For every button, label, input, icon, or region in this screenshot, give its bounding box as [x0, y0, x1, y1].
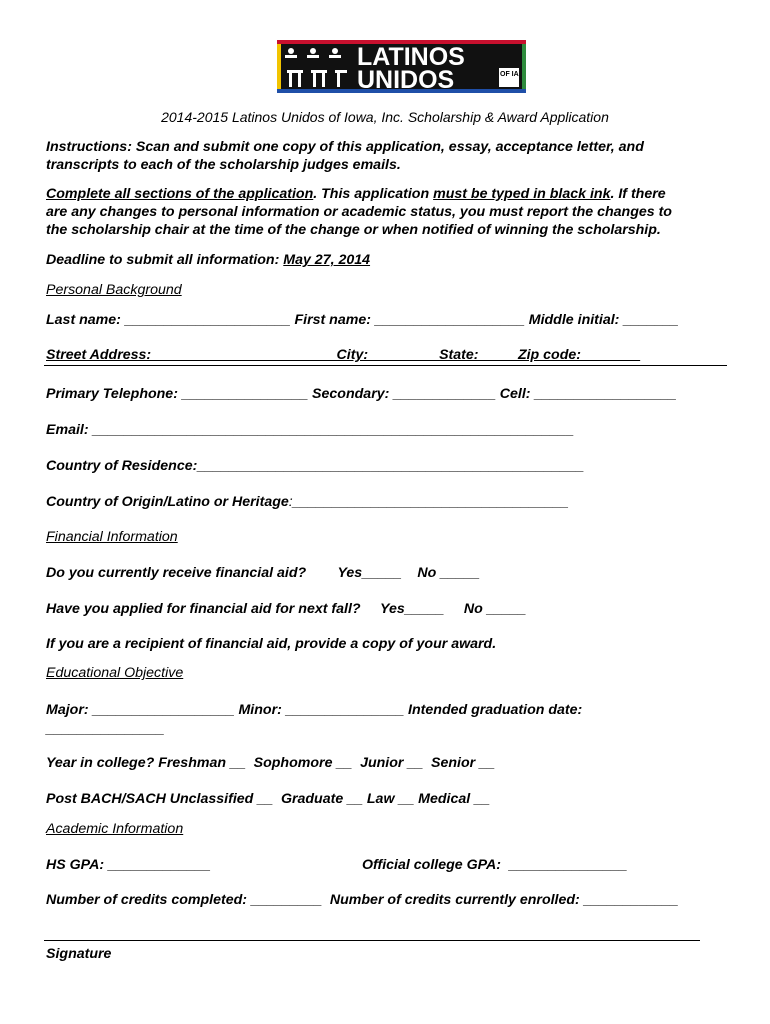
origin-blank[interactable]: :___________________________________ — [288, 494, 569, 510]
major-line-cont[interactable]: _______________ — [46, 721, 165, 737]
major-line[interactable]: Major: __________________ Minor: _______________ Intended graduation date: — [46, 702, 583, 718]
deadline-label: Deadline to submit all information: — [46, 252, 284, 268]
deadline — [46, 252, 370, 269]
signature-line[interactable] — [44, 940, 700, 941]
street-line[interactable]: Street Address: _______________________City: ________ State: ____ Zip code: _______ — [46, 347, 641, 363]
phone-line[interactable]: Primary Telephone: ________________ Secondary: _____________ Cell: __________________ — [46, 386, 677, 402]
latinos-unidos-logo — [277, 40, 526, 93]
signature-label: Signature — [46, 946, 112, 962]
complete-line2: are any changes to personal information or academic status, you must report the changes to — [46, 204, 672, 220]
residence-line[interactable]: Country of Residence:_________________________________________________ — [46, 458, 584, 474]
name-line[interactable]: Last name: _____________________ First name: ___________________ Middle initial: _______ — [46, 312, 679, 328]
hs-gpa[interactable]: HS GPA: _____________ — [46, 857, 211, 873]
complete-text: . This application — [313, 186, 434, 202]
instructions-line2: transcripts to each of the scholarship judges emails. — [46, 157, 401, 173]
credits-line[interactable]: Number of credits completed: _________ Number of credits currently enrolled: ____________ — [46, 892, 679, 908]
complete-line1 — [46, 186, 666, 203]
instructions-line1: Instructions: Scan and submit one copy of this application, essay, acceptance letter, and — [46, 139, 644, 155]
complete-line3: the scholarship chair at the time of the change or when notified of winning the scholarship. — [46, 222, 661, 238]
complete-all-sections: Complete all sections of the application — [46, 186, 314, 202]
educational-heading: Educational Objective — [46, 665, 184, 681]
financial-q2[interactable]: Have you applied for financial aid for next fall? Yes_____ No _____ — [46, 601, 527, 617]
post-line[interactable]: Post BACH/SACH Unclassified __ Graduate __ Law __ Medical __ — [46, 791, 490, 807]
year-line[interactable]: Year in college? Freshman __ Sophomore __ Junior __ Senior __ — [46, 755, 495, 771]
origin-label: Country of Origin/Latino or Heritage — [46, 494, 289, 510]
logo-small: OF IA — [500, 71, 519, 78]
logo-line1: LATINOS — [357, 43, 465, 71]
street-rule — [44, 365, 727, 366]
origin-line[interactable] — [46, 494, 569, 511]
black-ink-requirement: must be typed in black ink — [433, 186, 611, 202]
college-gpa[interactable]: Official college GPA: _______________ — [362, 857, 628, 873]
personal-heading: Personal Background — [46, 282, 182, 298]
academic-heading: Academic Information — [46, 821, 184, 837]
financial-heading: Financial Information — [46, 529, 178, 545]
deadline-date: May 27, 2014 — [283, 252, 371, 268]
email-line[interactable]: Email: _____________________________________________________________ — [46, 422, 574, 438]
financial-note: If you are a recipient of financial aid, provide a copy of your award. — [46, 636, 497, 652]
complete-text-end: . If there — [610, 186, 666, 202]
form-title: 2014-2015 Latinos Unidos of Iowa, Inc. Scholarship & Award Application — [161, 109, 609, 125]
logo-line2: UNIDOS — [357, 66, 455, 93]
financial-q1[interactable]: Do you currently receive financial aid? Yes_____ No _____ — [46, 565, 480, 581]
